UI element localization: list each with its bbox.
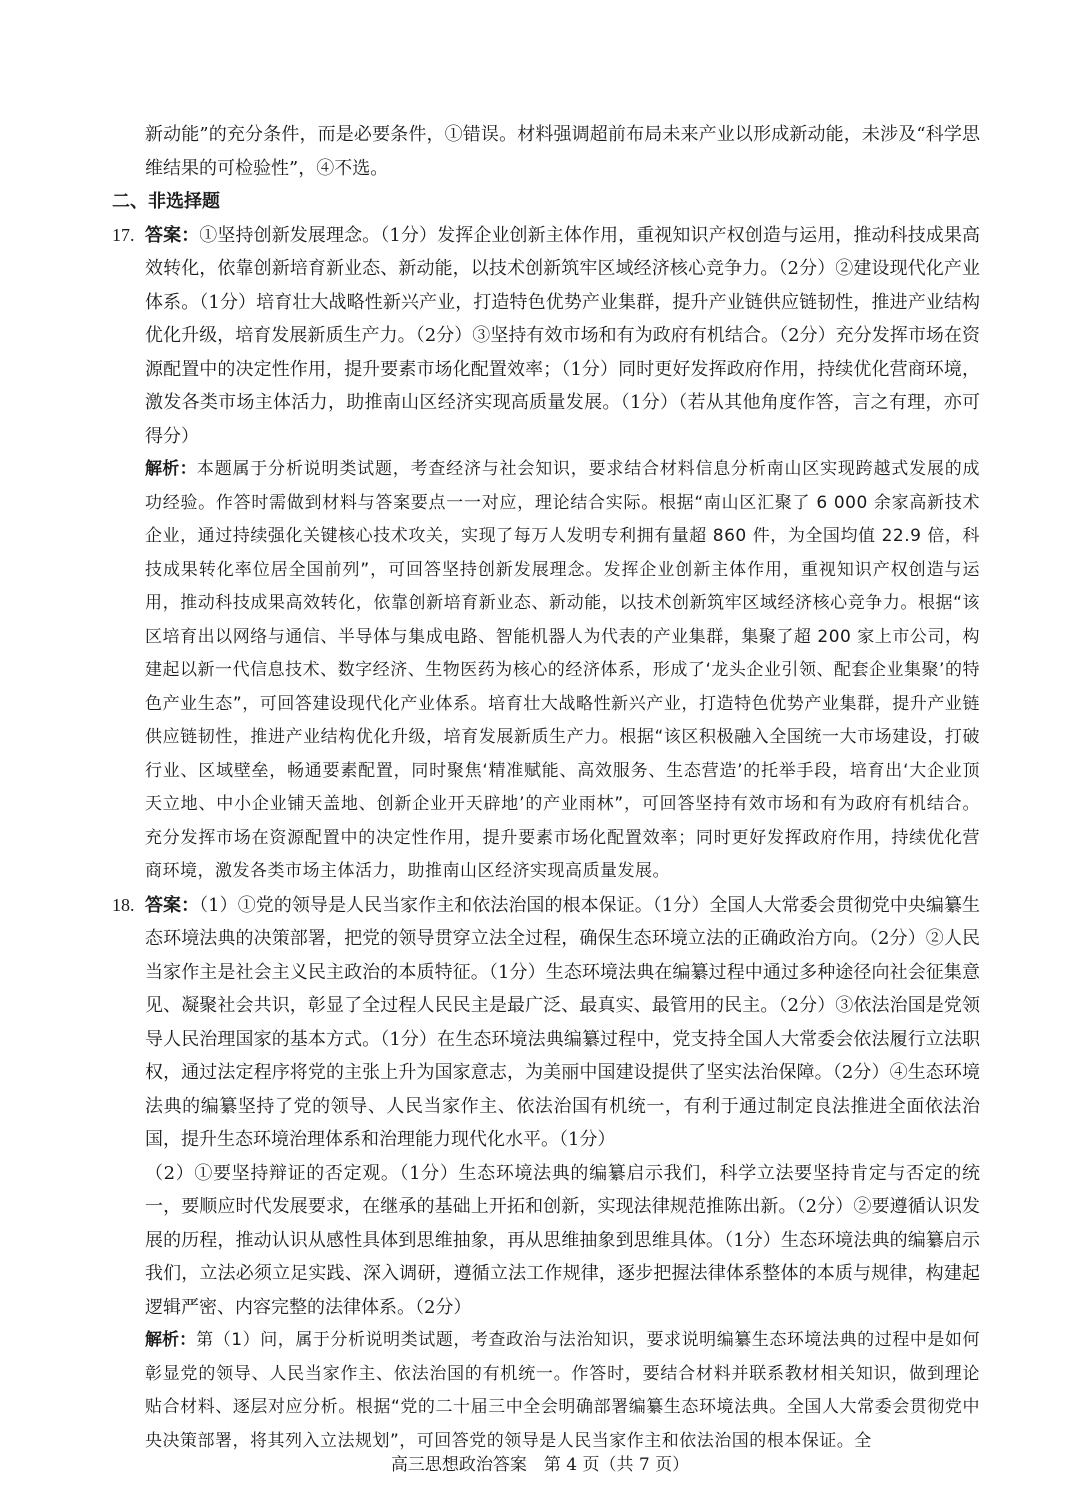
q18-analysis-text: 第（1）问，属于分析说明类试题，考查政治与法治知识，要求说明编纂生态环境法典的过程中是如何彰显党的领导、人民当家作主、依法治国的有机统一。作答时，要结合材料并联系教材相关知识，做到理论贴合材料、逐层对应分析。根据“党的二十届三中全会明确部署编纂生态环境法典。全国人大常委会贯彻党中央决策部署，将其列入立法规划”，可回答党的领导是人民当家作主和依法治国的根本保证。全 <box>145 1330 980 1451</box>
page-content <box>112 118 980 1458</box>
question-number: 17. <box>112 224 135 245</box>
q17-answer <box>112 219 980 454</box>
section-heading: 二、非选择题 <box>112 191 220 212</box>
q18-analysis <box>112 1324 980 1458</box>
question-17 <box>112 219 980 889</box>
analysis-label: 解析： <box>145 1330 197 1350</box>
q18-answer-part1 <box>112 889 980 1157</box>
q17-answer-text: ①坚持创新发展理念。（1分）发挥企业创新主体作用，重视知识产权创造与运用，推动科技成果高效转化，依靠创新培育新业态、新动能，以技术创新筑牢区域经济核心竞争力。（2分）②建设现代化产业体系。（1分）培育壮大战略性新兴产业，打造特色优势产业集群，提升产业链供应链韧性，推进产业结构优化升级，培育发展新质生产力。（2分）③坚持有效市场和有为政府有机结合。（2分）充分发挥市场在资源配置中的决定性作用，提升要素市场化配置效率；（1分）同时更好发挥政府作用，持续优化营商环境，激发各类市场主体活力，助推南山区经济实现高质量发展。（1分）（若从其他角度作答，言之有理，亦可得分） <box>145 224 980 447</box>
question-18 <box>112 889 980 1459</box>
q18-answer-part2: （2）①要坚持辩证的否定观。（1分）生态环境法典的编纂启示我们，科学立法要坚持肯定与否定的统一，要顺应时代发展要求，在继承的基础上开拓和创新，实现法律规范推陈出新。（2分）②要遵循认识发展的历程，推动认识从感性具体到思维抽象，再从思维抽象到思维具体。（1分）生态环境法典的编纂启示我们，立法必须立足实践、深入调研，遵循立法工作规律，逐步把握法律体系整体的本质与规律，构建起逻辑严密、内容完整的法律体系。（2分） <box>145 1162 980 1318</box>
page-footer: 高三思想政治答案 第 4 页（共 7 页） <box>390 1455 690 1475</box>
q17-analysis-text: 本题属于分析说明类试题，考查经济与社会知识，要求结合材料信息分析南山区实现跨越式发展的成功经验。作答时需做到材料与答案要点一一对应，理论结合实际。根据“南山区汇聚了 6 000 余家高新技术企业，通过持续强化关键核心技术攻关，实现了每万人发明专利拥有量超 860 件，为全国均值 22.9 倍，科技成果转化率位居全国前列”，可回答坚持创新发展理念。发挥企业创新主体作用，重视知识产权创造与运用，推动科技成果高效转化，依靠创新培育新业态、新动能，以技术创新筑牢区域经济核心竞争力。根据“该区培育出以网络与通信、半导体与集成电路、智能机器人为代表的产业集群，集聚了超 200 家上市公司，构建起以新一代信息技术、数字经济、生物医药为核心的经济体系，形成了‘龙头企业引领、配套企业集聚’的特色产业生态”，可回答建设现代化产业体系。培育壮大战略性新兴产业，打造特色优势产业集群，提升产业链供应链韧性，推进产业结构优化升级，培育发展新质生产力。根据“该区积极融入全国统一大市场建设，打破行业、区域壁垒，畅通要素配置，同时聚焦‘精准赋能、高效服务、生态营造’的托举手段，培育出‘大企业顶天立地、中小企业铺天盖地、创新企业开天辟地’的产业雨林”，可回答坚持有效市场和有为政府有机结合。充分发挥市场在资源配置中的决定性作用，提升要素市场化配置效率；同时更好发挥政府作用，持续优化营商环境，激发各类市场主体活力，助推南山区经济实现高质量发展。 <box>145 459 981 881</box>
answer-label: 答案： <box>145 224 200 246</box>
continuation-paragraph: 新动能”的充分条件，而是必要条件，①错误。材料强调超前布局未来产业以形成新动能，未涉及“科学思维结果的可检验性”，④不选。 <box>145 124 980 179</box>
q17-analysis <box>112 453 980 889</box>
answer-label: 答案： <box>145 894 200 916</box>
question-number: 18. <box>112 894 135 915</box>
analysis-label: 解析： <box>145 459 197 479</box>
q18-part1-text: （1）①党的领导是人民当家作主和依法治国的根本保证。（1分）全国人大常委会贯彻党中央编纂生态环境法典的决策部署，把党的领导贯穿立法全过程，确保生态环境立法的正确政治方向。（2分）②人民当家作主是社会主义民主政治的本质特征。（1分）生态环境法典在编纂过程中通过多种途径向社会征集意见、凝聚社会共识，彰显了全过程人民民主是最广泛、最真实、最管用的民主。（2分）③依法治国是党领导人民治理国家的基本方式。（1分）在生态环境法典编纂过程中，党支持全国人大常委会依法履行立法职权，通过法定程序将党的主张上升为国家意志，为美丽中国建设提供了坚实法治保障。（2分）④生态环境法典的编纂坚持了党的领导、人民当家作主、依法治国有机统一，有利于通过制定良法推进全面依法治国，提升生态环境治理体系和治理能力现代化水平。（1分） <box>145 894 981 1150</box>
